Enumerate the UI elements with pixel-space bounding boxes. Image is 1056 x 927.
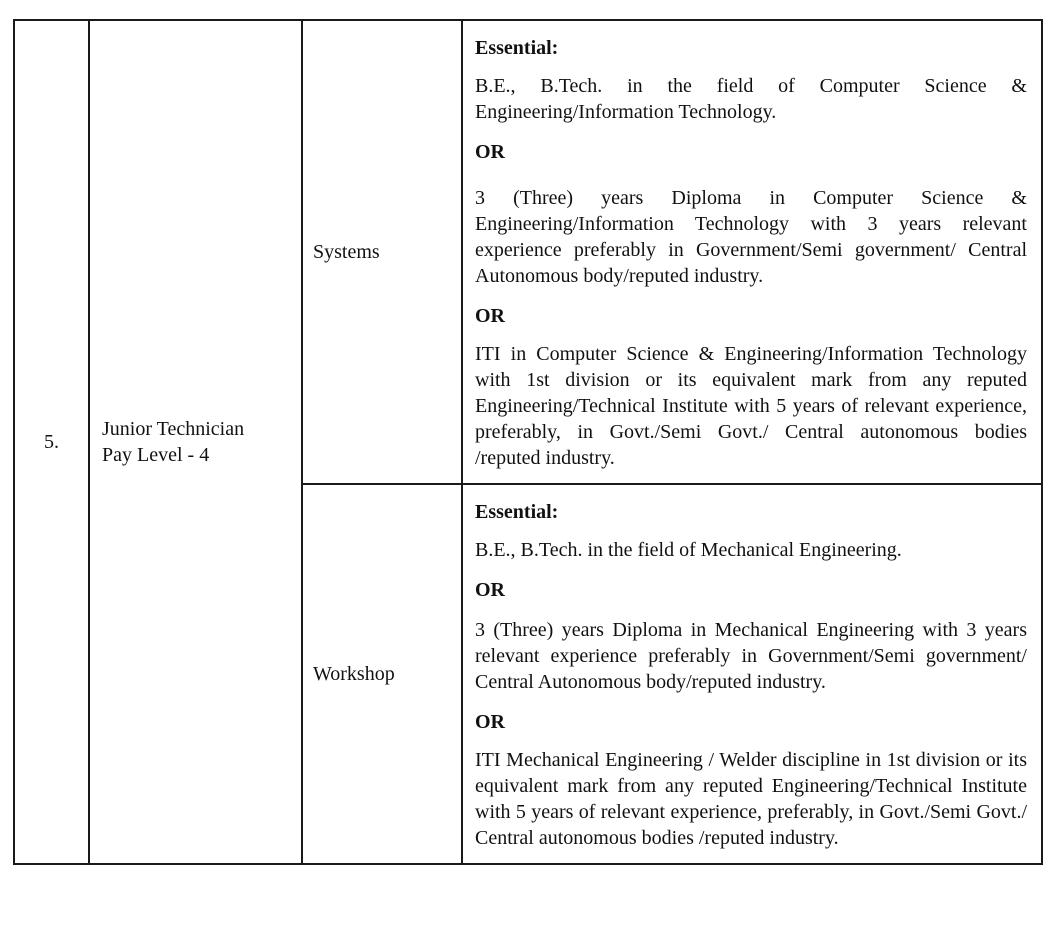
qualification-option: B.E., B.Tech. in the field of Mechanical Engineering. xyxy=(475,539,902,561)
post-name: Junior Technician xyxy=(102,418,245,440)
qualification-option: B.E., B.Tech. in the field of Computer Science & Engineering/Information Technology. xyxy=(475,75,1027,123)
qualification-table xyxy=(13,19,1043,865)
or-separator: OR xyxy=(475,579,505,601)
or-separator: OR xyxy=(475,711,505,733)
department-workshop: Workshop xyxy=(302,484,462,864)
qualification-option: ITI Mechanical Engineering / Welder discipline in 1st division or its equivalent mark from any reputed Engineering/Technical Institute with 5 years of relevant experience, preferably, in Govt./Semi Govt./ Central autonomous bodies /reputed industry. xyxy=(475,749,1027,849)
qualification-workshop xyxy=(462,484,1042,864)
qualification-systems xyxy=(462,20,1042,484)
or-separator: OR xyxy=(475,141,505,163)
qualification-option: 3 (Three) years Diploma in Mechanical Engineering with 3 years relevant experience preferably in Government/Semi government/ Central Autonomous body/reputed industry. xyxy=(475,619,1027,693)
pay-level: Pay Level - 4 xyxy=(102,444,210,466)
post-cell xyxy=(89,20,302,864)
qualification-option: ITI in Computer Science & Engineering/Information Technology with 1st division or its equivalent mark from any reputed Engineering/Technical Institute with 5 years of relevant experience, preferably, in Govt./Semi Govt./ Central autonomous bodies /reputed industry. xyxy=(475,343,1027,469)
department-systems: Systems xyxy=(302,20,462,484)
serial-number: 5. xyxy=(14,20,89,864)
essential-label: Essential: xyxy=(475,501,559,523)
essential-label: Essential: xyxy=(475,37,559,59)
table-row-systems xyxy=(14,20,1042,484)
qualification-option: 3 (Three) years Diploma in Computer Science & Engineering/Information Technology with 3 years relevant experience preferably in Government/Semi government/ Central Autonomous body/reputed industry. xyxy=(475,187,1027,287)
or-separator: OR xyxy=(475,305,505,327)
